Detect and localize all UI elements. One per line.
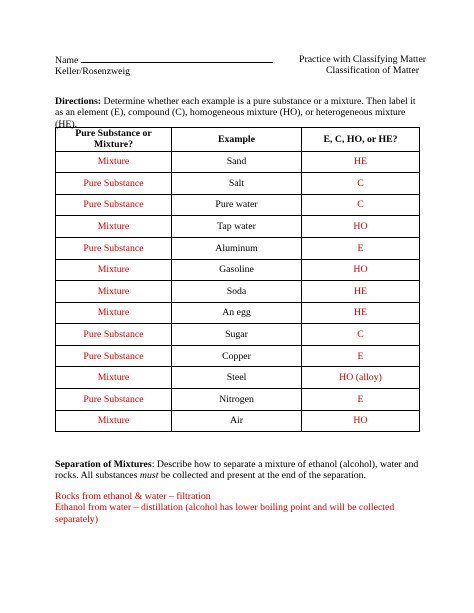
cell-type: Pure Substance [56,194,172,216]
classification-table [55,127,420,432]
cell-type: Mixture [56,259,172,281]
header-right [299,54,427,77]
cell-label: E [302,345,420,367]
cell-label: HO [302,410,420,432]
answer-distillation: Ethanol from water – distillation (alcohol has lower boiling point and will be collected separately) [55,502,395,525]
table-row [56,237,420,259]
table-row [56,173,420,195]
table-row [56,194,420,216]
table-row [56,259,420,281]
separation-question [55,459,427,482]
directions [55,96,425,130]
table-row [56,389,420,411]
cell-example: Air [172,410,302,432]
directions-text: Determine whether each example is a pure substance or a mixture. Then label it as an element (E), compound (C), homogeneous mixture (HO), or heterogeneous mixture (HE). [55,96,416,130]
cell-type: Mixture [56,216,172,238]
table-header-row [56,128,420,152]
cell-label: HO [302,216,420,238]
cell-label: HO (alloy) [302,367,420,389]
cell-type: Pure Substance [56,237,172,259]
cell-label: E [302,237,420,259]
table-row [56,324,420,346]
worksheet-title: Practice with Classifying Matter [299,54,427,65]
separation-label: Separation of Mixtures [55,459,152,470]
table-row [56,367,420,389]
teachers: Keller/Rosenzweig [55,66,131,78]
cell-label: HE [302,302,420,324]
cell-example: Tap water [172,216,302,238]
answer-filtration: Rocks from ethanol & water – filtration [55,491,211,502]
worksheet-subtitle: Classification of Matter [325,65,419,77]
cell-type: Mixture [56,302,172,324]
cell-type: Mixture [56,151,172,173]
cell-example: Sand [172,151,302,173]
cell-example: Aluminum [172,237,302,259]
cell-type: Pure Substance [56,324,172,346]
cell-label: C [302,173,420,195]
table-row [56,345,420,367]
cell-example: Salt [172,173,302,195]
table-row [56,302,420,324]
cell-example: Soda [172,281,302,303]
cell-example: Nitrogen [172,389,302,411]
name-line [55,54,273,66]
separation-text-before: : Describe how to separate a mixture of ethanol (alcohol), water and rocks. All substances [55,459,419,482]
table-body [56,151,420,432]
cell-label: HO [302,259,420,281]
name-blank [81,54,273,63]
separation-answers [55,491,427,525]
separation-emphasis: must [139,470,159,482]
directions-label: Directions: [55,96,102,107]
table-row [56,410,420,432]
cell-label: E [302,389,420,411]
cell-example: Copper [172,345,302,367]
cell-example: Steel [172,367,302,389]
cell-type: Mixture [56,281,172,303]
cell-type: Mixture [56,367,172,389]
separation-text-after: be collected and present at the end of the separation. [158,470,366,482]
table-row [56,151,420,173]
cell-label: HE [302,151,420,173]
column-header-type: Pure Substance or Mixture? [56,128,172,152]
cell-type: Pure Substance [56,173,172,195]
cell-label: C [302,194,420,216]
cell-example: An egg [172,302,302,324]
table-row [56,281,420,303]
cell-label: C [302,324,420,346]
cell-type: Pure Substance [56,389,172,411]
header-left [55,54,273,78]
name-label: Name [55,55,79,66]
cell-example: Gasoline [172,259,302,281]
cell-example: Sugar [172,324,302,346]
table-row [56,216,420,238]
cell-example: Pure water [172,194,302,216]
cell-type: Mixture [56,410,172,432]
cell-type: Pure Substance [56,345,172,367]
column-header-example: Example [172,128,302,152]
column-header-label: E, C, HO, or HE? [302,128,420,152]
cell-label: HE [302,281,420,303]
